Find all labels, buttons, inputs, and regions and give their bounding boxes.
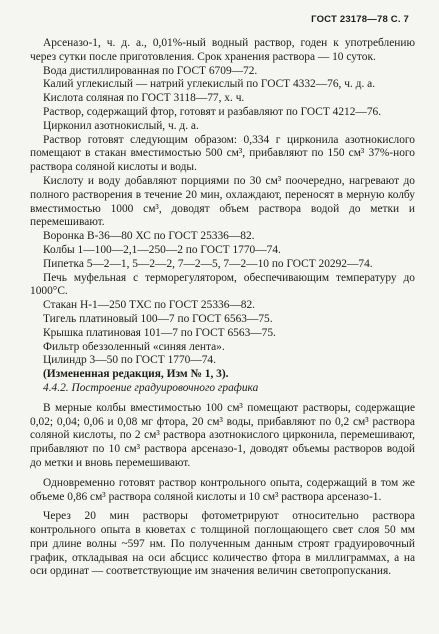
paragraph-acid-water-addition: Кислоту и воду добавляют порциями по 30 см³ поочередно, нагревают до полного растворения в течение 20 мин, охлаждают, переносят в мерную колбу вместимостью 1000 см³, доводят объем раствора водой до метки и перемешивают. — [30, 174, 415, 229]
section-heading-calibration: 4.4.2. Построение градуировочного графика — [43, 381, 259, 394]
paragraph-solution-prep: Раствор готовят следующим образом: 0,334 г цирконила азотнокислого помещают в стакан вместимостью 500 см³, прибавляют по 150 см³ 37%-ного раствора соляной кислоты и воды. — [30, 133, 415, 174]
paragraph-zirconyl-nitrate: Цирконил азотнокислый, ч. д. а. — [43, 119, 199, 132]
paragraph-calibration-procedure: В мерные колбы вместимостью 100 см³ помещают растворы, содержащие 0,02; 0,04; 0,06 и 0,08 мг фтора, 20 см³ воды, прибавляют по 0,2 см³ раствора соляной кислоты, по 2 см³ раствора азотнокислого цирконила, перемешивают, прибавляют по 10 см³ раствора арсеназо-1, доводят объемы растворов водой до метки и вновь перемешивают. — [30, 401, 415, 469]
paragraph-pipette: Пипетка 5—2—1, 5—2—2, 7—2—5, 7—2—10 по ГОСТ 20292—74. — [43, 257, 373, 270]
paragraph-funnel: Воронка В-36—80 ХС по ГОСТ 25336—82. — [43, 230, 255, 243]
paragraph-filter: Фильтр обеззоленный «синяя лента». — [43, 340, 225, 353]
paragraph-arsenazo: Арсеназо-1, ч. д. а., 0,01%-ный водный раствор, годен к употреблению через сутки после приготовления. Срок хранения раствора — 10 суток. — [30, 37, 415, 63]
paragraph-photometry: Через 20 мин растворы фотометрируют относительно раствора контрольного опыта в кюветах с толщиной поглощающего свет слоя 50 мм при длине волны ~597 нм. По полученным данным строят градуировочный график, откладывая на оси абсцисс количество фтора в миллиграммах, а на оси ординат — соответствующие им значения величин светопропускания. — [30, 510, 415, 578]
paragraph-hydrochloric-acid: Кислота соляная по ГОСТ 3118—77, х. ч. — [43, 92, 245, 105]
paragraph-potassium-carbonate: Калий углекислый — натрий углекислый по ГОСТ 4332—76, ч. д. а. — [43, 78, 376, 91]
paragraph-fluorine-solution: Раствор, содержащий фтор, готовят и разбавляют по ГОСТ 4212—76. — [43, 105, 382, 118]
paragraph-water: Вода дистиллированная по ГОСТ 6709—72. — [43, 64, 258, 77]
paragraph-flasks: Колбы 1—100—2,1—250—2 по ГОСТ 1770—74. — [43, 243, 281, 256]
paragraph-beaker: Стакан Н-1—250 ТХС по ГОСТ 25336—82. — [43, 299, 256, 312]
paragraph-control-solution: Одновременно готовят раствор контрольного опыта, содержащий в том же объеме 0,86 см³ раствора соляной кислоты и 10 см³ раствора арсеназо-1. — [30, 476, 415, 503]
paragraph-furnace: Печь муфельная с терморегулятором, обеспечивающим температуру до 1000°С. — [30, 271, 415, 298]
paragraph-cylinder: Цилиндр 3—50 по ГОСТ 1770—74. — [43, 354, 216, 367]
paragraph-revision-note: (Измененная редакция, Изм № 1, 3). — [43, 368, 229, 381]
document-body — [30, 37, 415, 579]
paragraph-crucible: Тигель платиновый 100—7 по ГОСТ 6563—75. — [43, 312, 273, 325]
page-header: ГОСТ 23178—78 С. 7 — [311, 14, 409, 25]
paragraph-lid: Крышка платиновая 101—7 по ГОСТ 6563—75. — [43, 326, 276, 339]
